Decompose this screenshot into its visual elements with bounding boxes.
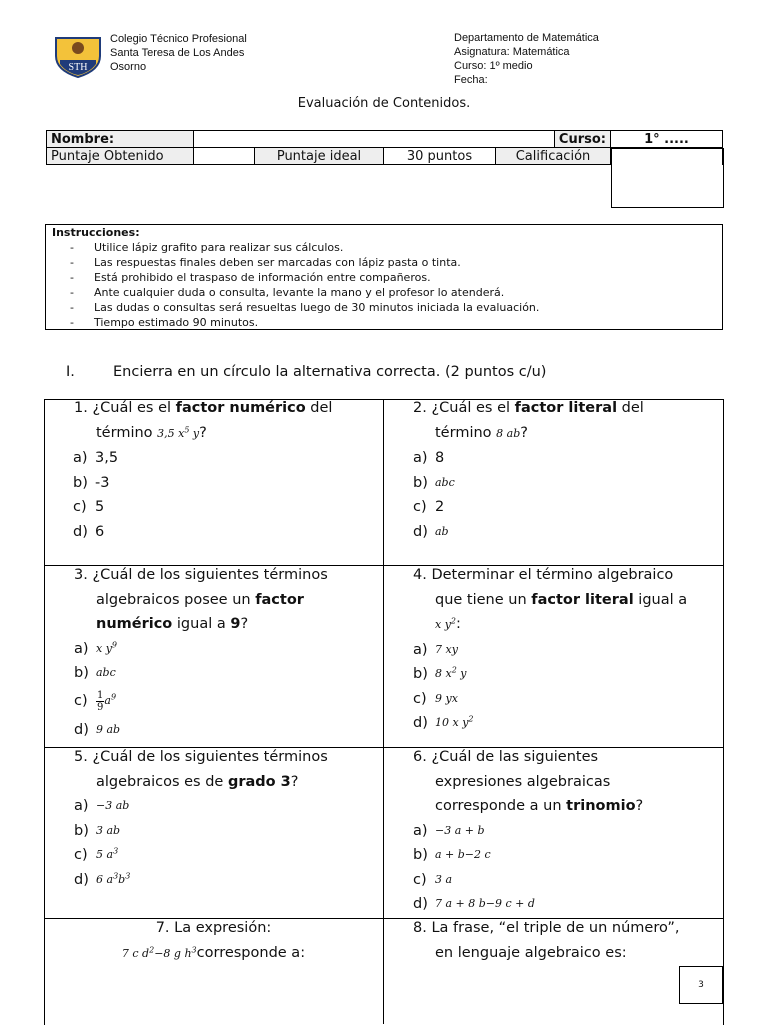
grade-label: Calificación	[496, 148, 611, 165]
course-value[interactable]: 1° .....	[611, 131, 723, 148]
option-d[interactable]: d) 7 a + 8 b−9 c + d	[413, 896, 535, 912]
score-obtained-field[interactable]	[194, 148, 255, 165]
instruction-item: - Tiempo estimado 90 minutos.	[46, 315, 722, 330]
ideal-score-label: Puntaje ideal	[255, 148, 384, 165]
option-b[interactable]: b) abc	[74, 665, 116, 681]
question-8: 8. La frase, “el triple de un número”, en lenguaje algebraico es:	[413, 920, 680, 961]
instruction-item: - Las dudas o consultas será resueltas luego de 30 minutos iniciada la evaluación.	[46, 300, 722, 315]
option-a[interactable]: a) x $y^9$	[74, 639, 118, 657]
option-b[interactable]: b) -3	[73, 474, 110, 491]
school-branch: Santa Teresa de Los Andes	[110, 47, 245, 59]
option-b[interactable]: b) abc	[413, 474, 455, 491]
option-a[interactable]: a) −3 a + b	[413, 822, 485, 839]
school-logo	[52, 34, 104, 78]
option-d[interactable]: d) 9 ab	[74, 721, 121, 738]
department-name: Departamento de Matemática	[454, 32, 599, 44]
option-c[interactable]: c) 5 $a^3$	[74, 846, 119, 863]
option-a[interactable]: a) 7 xy	[413, 641, 458, 658]
date-label: Fecha:	[454, 74, 488, 86]
department-block	[454, 31, 599, 87]
school-name: Colegio Técnico Profesional	[110, 33, 247, 45]
question-1: 1. ¿Cuál es el factor numérico del término 3,5 $x^5$ y? a) 3,5 b) -3 c) 5 d) 6	[74, 396, 379, 544]
instruction-item: - Ante cualquier duda o consulta, levante la mano y el profesor lo atenderá.	[46, 285, 722, 300]
option-c[interactable]: c) 9 yx	[413, 690, 458, 707]
grade-box[interactable]	[611, 148, 724, 208]
page-number: 3	[698, 980, 704, 990]
option-d[interactable]: d) 6 $a^3b^3$	[74, 870, 131, 888]
grid-divider	[383, 399, 384, 1024]
option-b[interactable]: b) 3 ab	[74, 822, 121, 839]
option-a[interactable]: a) 3,5	[73, 450, 119, 466]
subject: Asignatura: Matemática	[454, 46, 570, 58]
document-title: Evaluación de Contenidos.	[297, 96, 471, 111]
option-c[interactable]: c) 5	[73, 499, 105, 515]
name-field[interactable]	[194, 131, 555, 148]
question-3: 3. ¿Cuál de los siguientes términos algebraicos posee un factor numérico igual a 9? a) x $y^9$ b) abc c) $\frac{1}{9}$ $a^9$ d) 9 ab	[74, 563, 379, 742]
option-c[interactable]: c) 3 a	[413, 871, 453, 888]
page-number-box	[679, 966, 723, 1004]
instructions-box	[45, 224, 723, 330]
name-label: Nombre:	[47, 131, 194, 148]
instruction-item: - Utilice lápiz grafito para realizar sus cálculos.	[46, 240, 722, 255]
option-a[interactable]: a) −3 ab	[74, 798, 130, 814]
instruction-item: - Está prohibido el traspaso de información entre compañeros.	[46, 270, 722, 285]
ideal-score-value: 30 puntos	[384, 148, 496, 165]
instruction-item: - Las respuestas finales deben ser marcadas con lápiz pasta o tinta.	[46, 255, 722, 270]
option-a[interactable]: a) 8	[413, 450, 445, 466]
course-label: Curso:	[554, 131, 610, 148]
option-c[interactable]: c) $\frac{1}{9}$ $a^9$	[74, 690, 117, 713]
score-obtained-label: Puntaje Obtenido	[47, 148, 194, 165]
option-d[interactable]: d) 6	[73, 523, 105, 540]
question-5: 5. ¿Cuál de los siguientes términos algebraicos es de grado 3? a) −3 ab b) 3 ab c) 5 $a^3$ d) 6 $a^3b^3$	[74, 745, 379, 892]
question-6: 6. ¿Cuál de las siguientes expresiones algebraicas corresponde a un trinomio? a) −3 a + b b) a + b−2 c c) 3 a d) 7 a + 8 b−9 c + d	[413, 745, 718, 917]
section-number: I.	[66, 364, 75, 380]
option-d[interactable]: d) ab	[413, 523, 449, 540]
logo-text: STH	[68, 62, 88, 73]
option-b[interactable]: b) a + b−2 c	[413, 847, 491, 863]
option-c[interactable]: c) 2	[413, 499, 445, 515]
section-instruction: Encierra en un círculo la alternativa correcta. (2 puntos c/u)	[113, 364, 547, 380]
option-d[interactable]: d) 10 x $y^2$	[413, 714, 474, 731]
question-4: 4. Determinar el término algebraico que tiene un factor literal igual a x $y^2$: a) 7 xy b) 8 $x^2$ y c) 9 yx d) 10 x $y^2$	[413, 563, 718, 736]
instructions-heading: Instrucciones:	[52, 226, 140, 239]
question-7: 7. La expresión: 7 c $d^2-8$ g $h^3corresponde$ a:	[121, 920, 306, 961]
question-2: 2. ¿Cuál es el factor literal del término 8 ab? a) 8 b) abc c) 2 d) ab	[413, 396, 718, 544]
option-b[interactable]: b) 8 $x^2$ y	[413, 665, 467, 682]
course: Curso: 1º medio	[454, 60, 533, 72]
school-city: Osorno	[110, 61, 147, 73]
school-block	[110, 32, 247, 74]
